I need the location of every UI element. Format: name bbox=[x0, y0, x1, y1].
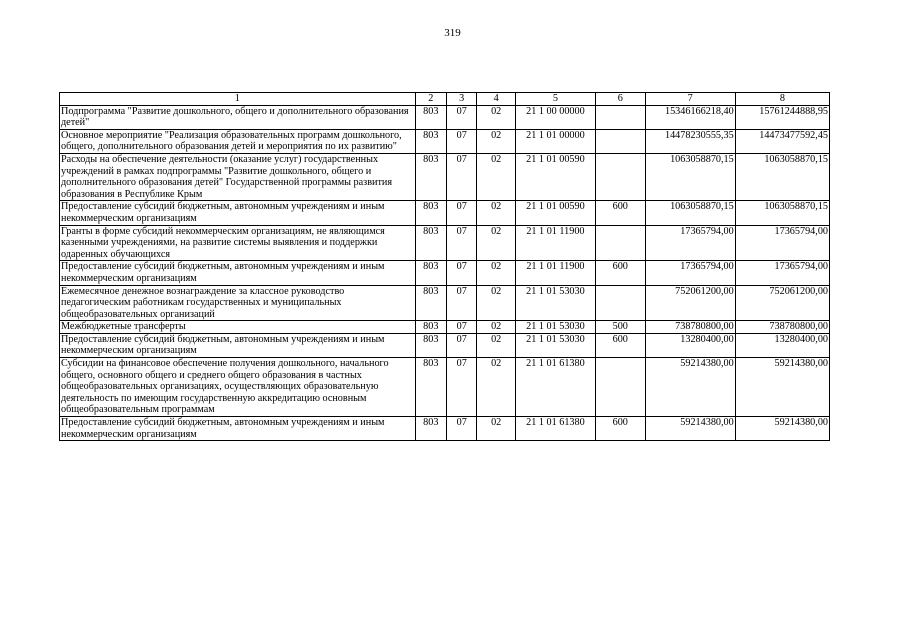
row-expense-type bbox=[595, 358, 645, 417]
row-ministry-code: 803 bbox=[415, 225, 446, 261]
column-header: 8 bbox=[735, 93, 829, 106]
row-section-code: 07 bbox=[447, 201, 477, 225]
row-amount-year1: 1063058870,15 bbox=[645, 201, 735, 225]
budget-table bbox=[59, 92, 830, 441]
row-section-code: 07 bbox=[447, 225, 477, 261]
row-amount-year1: 14478230555,35 bbox=[645, 129, 735, 153]
table-row bbox=[60, 261, 830, 285]
row-name: Предоставление субсидий бюджетным, автономным учреждениям и иным некоммерческим организациям bbox=[60, 417, 416, 441]
row-target-article: 21 1 01 53030 bbox=[515, 333, 595, 357]
row-section-code: 07 bbox=[447, 417, 477, 441]
row-expense-type: 600 bbox=[595, 201, 645, 225]
page-number: 319 bbox=[444, 27, 461, 39]
row-expense-type bbox=[595, 105, 645, 129]
row-ministry-code: 803 bbox=[415, 261, 446, 285]
row-amount-year1: 17365794,00 bbox=[645, 225, 735, 261]
row-amount-year2: 17365794,00 bbox=[735, 261, 829, 285]
row-target-article: 21 1 01 53030 bbox=[515, 321, 595, 334]
row-subsection-code: 02 bbox=[477, 129, 516, 153]
row-amount-year1: 15346166218,40 bbox=[645, 105, 735, 129]
row-amount-year1: 752061200,00 bbox=[645, 285, 735, 321]
row-ministry-code: 803 bbox=[415, 129, 446, 153]
row-amount-year2: 1063058870,15 bbox=[735, 153, 829, 200]
row-name: Подпрограмма "Развитие дошкольного, общего и дополнительного образования детей" bbox=[60, 105, 416, 129]
row-subsection-code: 02 bbox=[477, 153, 516, 200]
row-expense-type bbox=[595, 153, 645, 200]
row-subsection-code: 02 bbox=[477, 261, 516, 285]
row-ministry-code: 803 bbox=[415, 105, 446, 129]
row-target-article: 21 1 01 11900 bbox=[515, 225, 595, 261]
row-name: Предоставление субсидий бюджетным, автономным учреждениям и иным некоммерческим организациям bbox=[60, 201, 416, 225]
row-expense-type: 500 bbox=[595, 321, 645, 334]
row-target-article: 21 1 01 61380 bbox=[515, 358, 595, 417]
row-expense-type bbox=[595, 225, 645, 261]
row-ministry-code: 803 bbox=[415, 417, 446, 441]
row-name: Ежемесячное денежное вознаграждение за классное руководство педагогическим работникам государственных и муниципальных общеобразовательных организаций bbox=[60, 285, 416, 321]
table-row bbox=[60, 225, 830, 261]
column-header: 3 bbox=[447, 93, 477, 106]
row-section-code: 07 bbox=[447, 333, 477, 357]
row-expense-type: 600 bbox=[595, 261, 645, 285]
row-ministry-code: 803 bbox=[415, 285, 446, 321]
row-amount-year2: 17365794,00 bbox=[735, 225, 829, 261]
row-section-code: 07 bbox=[447, 153, 477, 200]
row-section-code: 07 bbox=[447, 129, 477, 153]
row-name: Основное мероприятие "Реализация образовательных программ дошкольного, общего, дополнительного образования детей и мероприятия по их развитию" bbox=[60, 129, 416, 153]
row-section-code: 07 bbox=[447, 105, 477, 129]
row-target-article: 21 1 01 00000 bbox=[515, 129, 595, 153]
table-row bbox=[60, 358, 830, 417]
row-ministry-code: 803 bbox=[415, 153, 446, 200]
row-amount-year2: 1063058870,15 bbox=[735, 201, 829, 225]
column-header: 7 bbox=[645, 93, 735, 106]
row-amount-year2: 15761244888,95 bbox=[735, 105, 829, 129]
row-name: Межбюджетные трансферты bbox=[60, 321, 416, 334]
row-expense-type: 600 bbox=[595, 417, 645, 441]
row-amount-year2: 14473477592,45 bbox=[735, 129, 829, 153]
row-section-code: 07 bbox=[447, 358, 477, 417]
column-header: 1 bbox=[60, 93, 416, 106]
table-row bbox=[60, 417, 830, 441]
row-section-code: 07 bbox=[447, 321, 477, 334]
row-subsection-code: 02 bbox=[477, 285, 516, 321]
table-row bbox=[60, 153, 830, 200]
row-name: Субсидии на финансовое обеспечение получения дошкольного, начального общего, основного общего и среднего общего образования в частных общеобразовательных организациях, осуществляющих образовательную деятельность по имеющим государственную аккредитацию основным общеобразовательным программам bbox=[60, 358, 416, 417]
row-subsection-code: 02 bbox=[477, 321, 516, 334]
column-header: 4 bbox=[477, 93, 516, 106]
table-row bbox=[60, 129, 830, 153]
row-ministry-code: 803 bbox=[415, 333, 446, 357]
table-row bbox=[60, 321, 830, 334]
row-target-article: 21 1 01 61380 bbox=[515, 417, 595, 441]
row-subsection-code: 02 bbox=[477, 201, 516, 225]
row-ministry-code: 803 bbox=[415, 321, 446, 334]
row-subsection-code: 02 bbox=[477, 105, 516, 129]
row-amount-year1: 17365794,00 bbox=[645, 261, 735, 285]
table-row bbox=[60, 201, 830, 225]
row-name: Предоставление субсидий бюджетным, автономным учреждениям и иным некоммерческим организациям bbox=[60, 333, 416, 357]
table-row bbox=[60, 333, 830, 357]
row-section-code: 07 bbox=[447, 285, 477, 321]
row-expense-type bbox=[595, 129, 645, 153]
row-amount-year2: 738780800,00 bbox=[735, 321, 829, 334]
row-target-article: 21 1 01 11900 bbox=[515, 261, 595, 285]
row-ministry-code: 803 bbox=[415, 358, 446, 417]
row-amount-year2: 13280400,00 bbox=[735, 333, 829, 357]
row-target-article: 21 1 00 00000 bbox=[515, 105, 595, 129]
row-amount-year1: 59214380,00 bbox=[645, 358, 735, 417]
row-amount-year1: 738780800,00 bbox=[645, 321, 735, 334]
row-subsection-code: 02 bbox=[477, 333, 516, 357]
header-row bbox=[60, 93, 830, 106]
row-subsection-code: 02 bbox=[477, 358, 516, 417]
row-target-article: 21 1 01 00590 bbox=[515, 153, 595, 200]
table-row bbox=[60, 285, 830, 321]
row-amount-year1: 13280400,00 bbox=[645, 333, 735, 357]
row-target-article: 21 1 01 53030 bbox=[515, 285, 595, 321]
row-name: Гранты в форме субсидий некоммерческим организациям, не являющимся казенными учреждениями, на развитие системы выявления и поддержки одаренных обучающихся bbox=[60, 225, 416, 261]
row-subsection-code: 02 bbox=[477, 417, 516, 441]
row-amount-year1: 59214380,00 bbox=[645, 417, 735, 441]
table-row bbox=[60, 105, 830, 129]
row-amount-year2: 752061200,00 bbox=[735, 285, 829, 321]
row-amount-year1: 1063058870,15 bbox=[645, 153, 735, 200]
column-header: 5 bbox=[515, 93, 595, 106]
row-amount-year2: 59214380,00 bbox=[735, 358, 829, 417]
row-expense-type bbox=[595, 285, 645, 321]
table-body bbox=[60, 105, 830, 441]
row-section-code: 07 bbox=[447, 261, 477, 285]
row-subsection-code: 02 bbox=[477, 225, 516, 261]
row-ministry-code: 803 bbox=[415, 201, 446, 225]
column-header: 6 bbox=[595, 93, 645, 106]
row-target-article: 21 1 01 00590 bbox=[515, 201, 595, 225]
row-expense-type: 600 bbox=[595, 333, 645, 357]
row-amount-year2: 59214380,00 bbox=[735, 417, 829, 441]
column-header: 2 bbox=[415, 93, 446, 106]
row-name: Расходы на обеспечение деятельности (оказание услуг) государственных учреждений в рамках подпрограммы "Развитие дошкольного, общего и дополнительного образования детей" Государственной программы развития образования в Республике Крым bbox=[60, 153, 416, 200]
row-name: Предоставление субсидий бюджетным, автономным учреждениям и иным некоммерческим организациям bbox=[60, 261, 416, 285]
